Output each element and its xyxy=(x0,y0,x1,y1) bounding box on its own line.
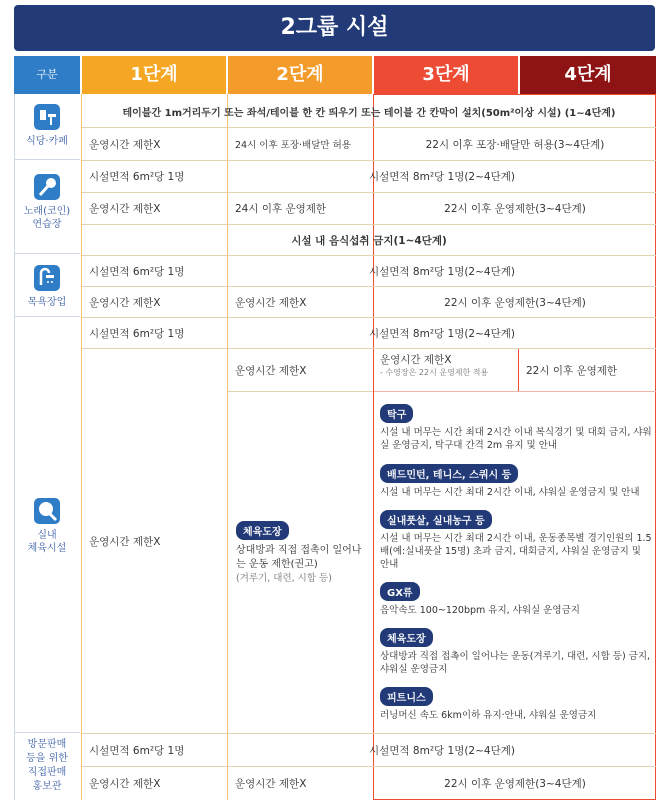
category-bath xyxy=(14,257,80,317)
sports-item-pill: GX류 xyxy=(380,582,420,601)
sports-s2-block xyxy=(236,520,371,585)
bath-row1-s1: 시설면적 6m²당 1명 xyxy=(89,265,185,278)
karaoke-row2-s34: 22시 이후 운영제한(3~4단계) xyxy=(444,203,586,215)
sports-item xyxy=(380,581,652,617)
sports-item-desc: 러닝머신 속도 6km이하 유지·안내, 샤워실 운영금지 xyxy=(380,710,597,721)
category-sports xyxy=(14,319,80,733)
sports-item-desc: 시설 내 머무는 시간 최대 2시간 이내, 운동종목별 경기인원의 1.5배(예:실내풋살 15명) 초과 금지, 대회금지, 샤워실 운영금지 및 안내 xyxy=(380,533,652,570)
sports-row1-s24: 시설면적 8m²당 1명(2~4단계) xyxy=(369,327,515,340)
restaurant-row1: 테이블간 1m거리두기 또는 좌석/테이블 한 칸 띄우기 또는 테이블 간 칸막이 설치(50m²이상 시설) (1~4단계) xyxy=(122,108,616,119)
sales-row1-s1: 시설면적 6m²당 1명 xyxy=(89,744,185,757)
category-restaurant xyxy=(14,96,80,160)
shower-icon xyxy=(32,263,62,293)
sales-row1-s24: 시설면적 8m²당 1명(2~4단계) xyxy=(369,744,515,757)
divider xyxy=(228,391,373,392)
divider xyxy=(374,391,656,392)
sports-item-pill: 배드민턴, 테니스, 스쿼시 등 xyxy=(380,464,518,483)
karaoke-row3: 시설 내 음식섭취 금지(1~4단계) xyxy=(291,234,447,247)
sports-s1: 운영시간 제한X xyxy=(89,535,161,548)
sales-row2-s34: 22시 이후 운영제한(3~4단계) xyxy=(444,778,586,790)
sales-label-3: 직접판매 xyxy=(27,767,67,778)
ping-pong-icon xyxy=(32,496,62,526)
sports-label-2: 체육시설 xyxy=(27,543,67,554)
left-border xyxy=(14,94,15,800)
sports-s2-top: 운영시간 제한X xyxy=(235,364,307,377)
sales-row2-s2: 운영시간 제한X xyxy=(235,778,307,790)
sports-s2-desc: 상대방과 직접 접촉이 일어나는 운동 제한(권고) xyxy=(236,545,362,570)
karaoke-row2-s1: 운영시간 제한X xyxy=(89,203,161,215)
bath-label: 목욕장업 xyxy=(27,297,67,308)
category-sales xyxy=(14,735,80,801)
sports-s3-top xyxy=(380,352,516,378)
sports-item-desc: 음악속도 100~120bpm 유지, 샤워실 운영금지 xyxy=(380,605,580,616)
sports-item xyxy=(380,463,652,499)
sales-label-2: 등을 위한 xyxy=(26,753,68,764)
sports-item-pill: 피트니스 xyxy=(380,687,433,706)
karaoke-label-1: 노래(코인) xyxy=(23,206,71,217)
sports-s2-sub: (겨루기, 대련, 시합 등) xyxy=(236,573,332,584)
karaoke-label-2: 연습장 xyxy=(32,219,62,230)
bath-row2-s1: 운영시간 제한X xyxy=(89,296,161,309)
sports-item xyxy=(380,686,652,722)
sales-label-1: 방문판매 xyxy=(27,739,67,750)
sports-row1-s1: 시설면적 6m²당 1명 xyxy=(89,327,185,340)
header-stage-1: 1단계 xyxy=(82,56,226,94)
header-stage-3: 3단계 xyxy=(374,56,518,94)
karaoke-row1-s24: 시설면적 8m²당 1명(2~4단계) xyxy=(369,171,515,183)
sports-s3-top-text: 운영시간 제한X xyxy=(380,354,452,366)
restaurant-row2-s2: 24시 이후 포장·배달만 허용 xyxy=(235,140,351,151)
sports-item xyxy=(380,403,652,452)
sports-s3-note: - 수영장은 22시 운영제한 적용 xyxy=(380,368,489,377)
sports-item-desc: 상대방과 직접 접촉이 일어나는 운동(겨루기, 대련, 시합 등) 금지, 샤워실 운영금지 xyxy=(380,651,651,675)
header-gubun: 구분 xyxy=(14,56,80,94)
sports-s4-top: 22시 이후 운영제한 xyxy=(526,364,618,377)
sports-item-pill: 탁구 xyxy=(380,404,413,423)
sports-item xyxy=(380,627,652,676)
page-title: 2그룹 시설 xyxy=(14,5,655,51)
restaurant-row2-s1: 운영시간 제한X xyxy=(89,138,161,151)
header-stage-4: 4단계 xyxy=(520,56,656,94)
restaurant-icon xyxy=(32,102,62,132)
karaoke-row1-s1: 시설면적 6m²당 1명 xyxy=(89,171,185,183)
header-stage-2: 2단계 xyxy=(228,56,372,94)
sales-label-4: 홍보관 xyxy=(32,781,62,792)
sales-row2-s1: 운영시간 제한X xyxy=(89,778,161,790)
sports-item xyxy=(380,509,652,571)
sports-s2-pill: 체육도장 xyxy=(236,521,289,540)
bath-row1-s24: 시설면적 8m²당 1명(2~4단계) xyxy=(369,265,515,278)
bath-row2-s34: 22시 이후 운영제한(3~4단계) xyxy=(444,296,586,309)
microphone-icon xyxy=(32,172,62,202)
restaurant-row2-s34: 22시 이후 포장·배달만 허용(3~4단계) xyxy=(425,138,605,151)
sports-item-desc: 시설 내 머무는 시간 최대 2시간 이내 복식경기 및 대회 금지, 샤워실 운영금지, 탁구대 간격 2m 유지 및 안내 xyxy=(380,427,652,451)
category-karaoke xyxy=(14,162,80,254)
sports-label-1: 실내 xyxy=(37,530,57,541)
sports-item-pill: 체육도장 xyxy=(380,628,433,647)
restaurant-label: 식당·카페 xyxy=(26,136,68,147)
sports-item-desc: 시설 내 머무는 시간 최대 2시간 이내, 샤워실 운영금지 및 안내 xyxy=(380,487,640,498)
bath-row2-s2: 운영시간 제한X xyxy=(235,296,307,309)
karaoke-row2-s2: 24시 이후 운영제한 xyxy=(235,203,327,215)
sports-item-pill: 실내풋살, 실내농구 등 xyxy=(380,510,492,529)
